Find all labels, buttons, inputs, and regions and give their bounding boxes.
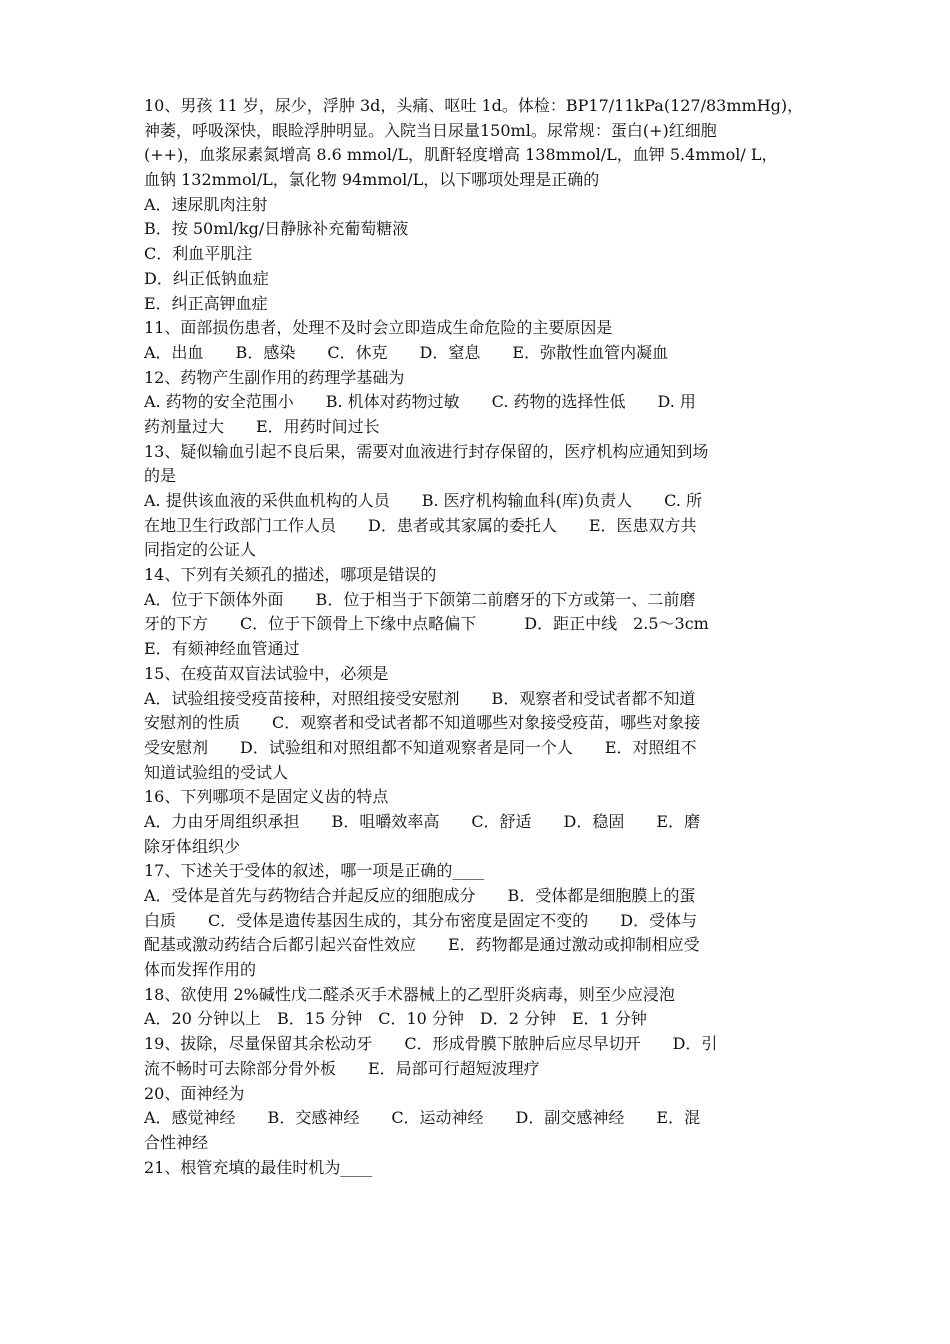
text-line: A．感觉神经 B．交感神经 C．运动神经 D．副交感神经 E．混 [144, 1108, 701, 1128]
text-line: 安慰剂的性质 C．观察者和受试者都不知道哪些对象接受疫苗，哪些对象接 [144, 713, 701, 733]
text-line: A．力由牙周组织承担 B．咀嚼效率高 C．舒适 D．稳固 E．磨 [144, 811, 701, 831]
text-line: 11、面部损伤患者，处理不及时会立即造成生命危险的主要原因是 [144, 318, 613, 338]
text-line: 合性神经 [144, 1132, 209, 1152]
text-line: 13、疑似输血引起不良后果，需要对血液进行封存保留的，医疗机构应通知到场 [144, 441, 709, 461]
text-line: A．受体是首先与药物结合并起反应的细胞成分 B．受体都是细胞膜上的蛋 [144, 886, 696, 905]
text-line: 同指定的公证人 [144, 540, 257, 560]
text-line: A．出血 B．感染 C．休克 D．窒息 E．弥散性血管内凝血 [144, 342, 669, 362]
text-line: 10、男孩 11 岁，尿少，浮肿 3d，头痛、呕吐 1d。体检：BP17/11kPa(127/83mmHg)， [144, 96, 804, 115]
text-line: A．速尿肌肉注射 [144, 194, 268, 214]
text-line: A. 提供该血液的采供血机构的人员 B. 医疗机构输血科(库)负责人 C. 所 [144, 491, 702, 510]
text-line: 14、下列有关颏孔的描述，哪项是错误的 [144, 565, 437, 585]
text-line: A．位于下颌体外面 B．位于相当于下颌第二前磨牙的下方或第一、二前磨 [144, 589, 696, 609]
text-line: 牙的下方 C．位于下颌骨上下缘中点略偏下 D．距正中线 2.5～3cm [144, 614, 709, 634]
text-line: A. 药物的安全范围小 B. 机体对药物过敏 C. 药物的选择性低 D. 用 [144, 392, 696, 412]
text-line: E．有颏神经血管通过 [144, 639, 300, 659]
text-line: 除牙体组织少 [144, 836, 241, 856]
text-line: (++)，血浆尿素氮增高 8.6 mmol/L，肌酐轻度增高 138mmol/L，血钾 5.4mmol/ L， [144, 145, 778, 165]
text-line: 17、下述关于受体的叙述，哪一项是正确的____ [144, 861, 485, 881]
text-line: 配基或激动药结合后都引起兴奋性效应 E．药物都是通过激动或抑制相应受 [144, 935, 700, 955]
question-text [144, 94, 810, 1180]
text-line: 白质 C．受体是遗传基因生成的，其分布密度是固定不变的 D．受体与 [144, 910, 698, 930]
text-line: 流不畅时可去除部分骨外板 E．局部可行超短波理疗 [144, 1058, 540, 1078]
text-line: C．利血平肌注 [144, 244, 253, 264]
text-line: B．按 50ml/kg/日静脉补充葡萄糖液 [144, 219, 409, 239]
text-line: 的是 [144, 466, 177, 486]
text-line: D．纠正低钠血症 [144, 268, 269, 288]
text-line: 19、拔除，尽量保留其余松动牙 C．形成骨膜下脓肿后应尽早切开 D．引 [144, 1034, 718, 1054]
text-line: 15、在疫苗双盲法试验中，必须是 [144, 663, 389, 683]
text-line: 在地卫生行政部门工作人员 D．患者或其家属的委托人 E．医患双方共 [144, 515, 697, 535]
text-line: 知道试验组的受试人 [144, 762, 289, 782]
text-line: 16、下列哪项不是固定义齿的特点 [144, 787, 389, 807]
text-line: A．试验组接受疫苗接种，对照组接受安慰剂 B．观察者和受试者都不知道 [144, 688, 696, 708]
text-line: 18、欲使用 2%碱性戊二醛杀灭手术器械上的乙型肝炎病毒，则至少应浸泡 [144, 984, 675, 1004]
text-line: 12、药物产生副作用的药理学基础为 [144, 367, 405, 387]
text-line: E．纠正高钾血症 [144, 293, 268, 313]
text-line: 药剂量过大 E．用药时间过长 [144, 416, 380, 436]
text-line: A．20 分钟以上 B．15 分钟 C．10 分钟 D．2 分钟 E．1 分钟 [144, 1009, 647, 1029]
text-line: 受安慰剂 D．试验组和对照组都不知道观察者是同一个人 E．对照组不 [144, 737, 697, 757]
text-line: 21、根管充填的最佳时机为____ [144, 1157, 373, 1177]
text-line: 血钠 132mmol/L，氯化物 94mmol/L，以下哪项处理是正确的 [144, 170, 600, 190]
text-line: 体而发挥作用的 [144, 960, 257, 980]
text-line: 20、面神经为 [144, 1083, 245, 1103]
text-line: 神萎，呼吸深快，眼睑浮肿明显。入院当日尿量150ml。尿常规：蛋白(+)红细胞 [144, 120, 717, 140]
